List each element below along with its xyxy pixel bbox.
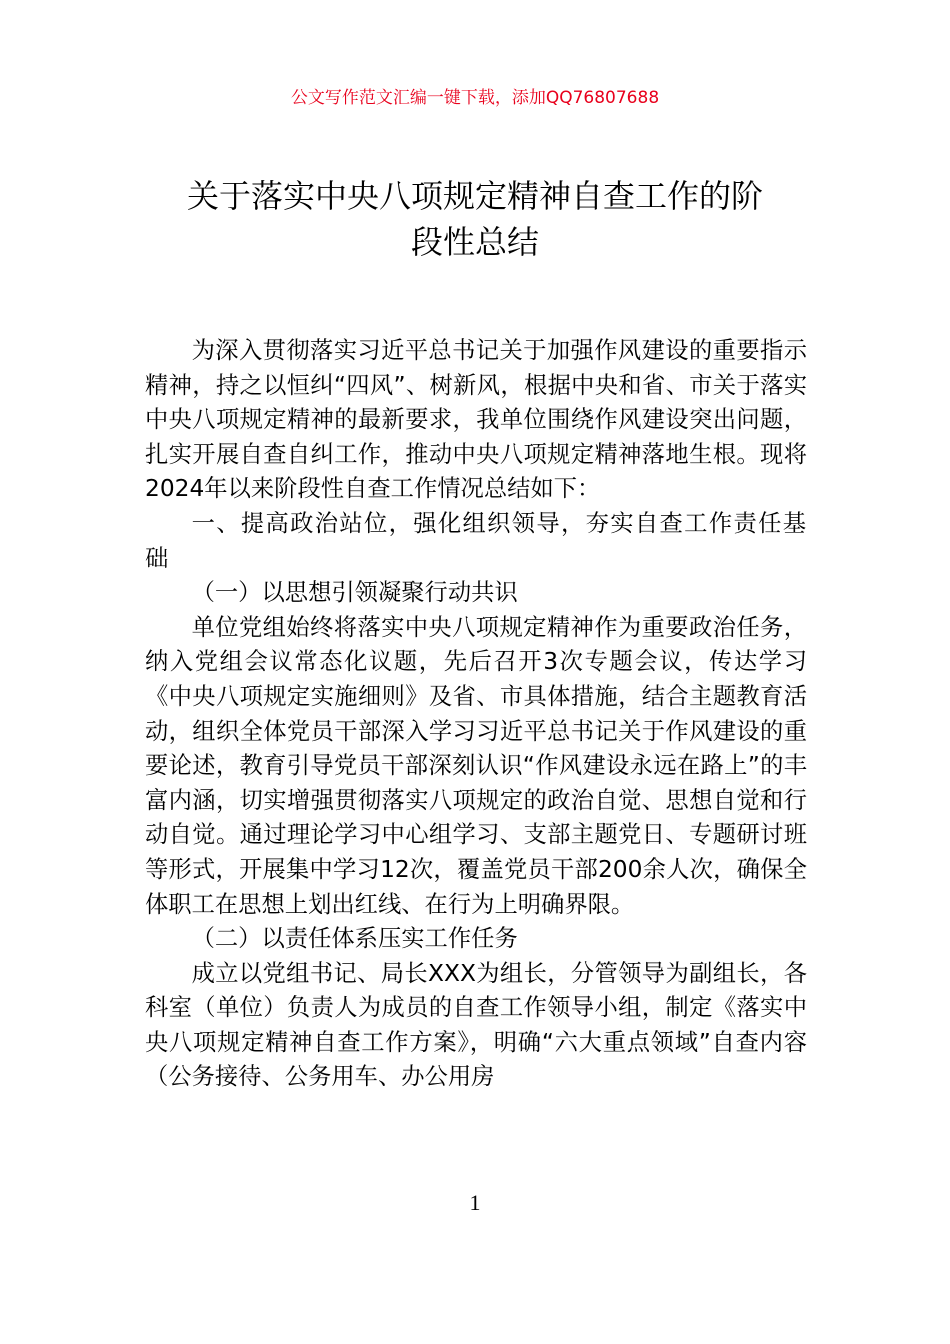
section-1-heading: 一、提高政治站位，强化组织领导，夯实自查工作责任基础: [145, 509, 807, 572]
subsection-2-paragraph: 成立以党组书记、局长XXX为组长，分管领导为副组长，各科室（单位）负责人为成员的自查工作领导小组，制定《落实中央八项规定精神自查工作方案》，明确“六大重点领域”自查内容（公务接待、公务用车、办公用房: [145, 959, 807, 1091]
subsection-1-heading: （一）以思想引领凝聚行动共识: [191, 579, 518, 607]
document-title-line-2: 段性总结: [410, 223, 539, 261]
page-number: 1: [469, 1190, 481, 1215]
watermark-text: 公文写作范文汇编一键下载，添加QQ76807688: [290, 88, 660, 108]
subsection-2-heading: （二）以责任体系压实工作任务: [191, 925, 518, 953]
document-title-line-1: 关于落实中央八项规定精神自查工作的阶: [186, 177, 763, 215]
subsection-1-paragraph: 单位党组始终将落实中央八项规定精神作为重要政治任务，纳入党组会议常态化议题，先后召开3次专题会议，传达学习《中央八项规定实施细则》及省、市具体措施，结合主题教育活动，组织全体党员干部深入学习习近平总书记关于作风建设的重要论述，教育引导党员干部深刻认识“作风建设永远在路上”的丰富内涵，切实增强贯彻落实八项规定的政治自觉、思想自觉和行动自觉。通过理论学习中心组学习、支部主题党日、专题研讨班等形式，开展集中学习12次，覆盖党员干部200余人次，确保全体职工在思想上划出红线、在行为上明确界限。: [145, 613, 807, 918]
document-body: [145, 334, 807, 1095]
intro-paragraph: 为深入贯彻落实习近平总书记关于加强作风建设的重要指示精神，持之以恒纠“四风”、树新风，根据中央和省、市关于落实中央八项规定精神的最新要求，我单位围绕作风建设突出问题，扎实开展自查自纠工作，推动中央八项规定精神落地生根。现将2024年以来阶段性自查工作情况总结如下：: [145, 337, 807, 503]
